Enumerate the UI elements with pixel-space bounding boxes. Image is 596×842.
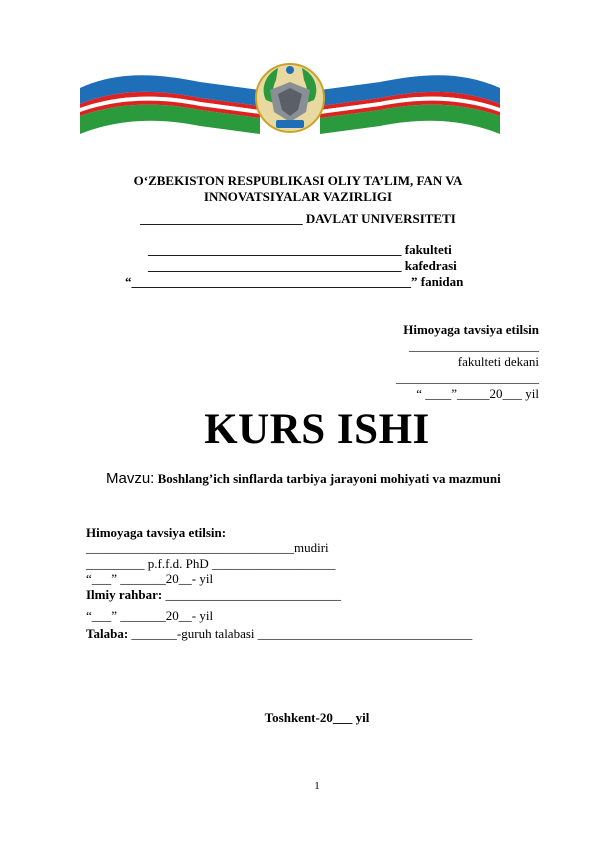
date-line-2: “___” _______20__- yil bbox=[86, 608, 214, 623]
topic-label: Mavzu: bbox=[106, 470, 155, 487]
head-of-department-line: ________________________________mudiri bbox=[86, 540, 329, 555]
document-title: KURS ISHI bbox=[204, 406, 430, 453]
approval-signature-line: ____________________ bbox=[409, 338, 539, 353]
ministry-title-line2: INNOVATSIYALAR VAZIRLIGI bbox=[203, 189, 393, 204]
date-line-1: “___” _______20__- yil bbox=[86, 571, 214, 586]
page-number: 1 bbox=[314, 780, 320, 792]
defense-label: Himoyaga tavsiya etilsin: bbox=[86, 525, 227, 540]
topic-line bbox=[106, 470, 501, 487]
supervisor-line bbox=[86, 587, 341, 603]
student-label: Talaba: bbox=[86, 626, 129, 641]
right-flag-icon bbox=[320, 75, 500, 134]
phd-line: _________ p.f.f.d. PhD ___________________ bbox=[86, 556, 336, 571]
university-line: _________________________ DAVLAT UNIVERSITETI bbox=[140, 211, 456, 226]
coat-of-arms-icon bbox=[256, 64, 324, 132]
dean-label: fakulteti dekani bbox=[457, 354, 539, 369]
state-emblem-banner bbox=[80, 60, 500, 138]
place-year: Toshkent-20___ yil bbox=[264, 710, 370, 725]
approval-signature-line-2: ______________________ bbox=[396, 370, 539, 385]
student-blank: _______-guruh talabasi _________________________________ bbox=[128, 626, 473, 641]
topic-text: Boshlang’ich sinflarda tarbiya jarayoni mohiyati va mazmuni bbox=[157, 471, 501, 486]
approval-title: Himoyaga tavsiya etilsin bbox=[403, 322, 539, 337]
approval-date: “ ____”_____20___ yil bbox=[416, 386, 539, 401]
department-line: _______________________________________ kafedrasi bbox=[148, 258, 457, 273]
student-line bbox=[86, 626, 472, 642]
faculty-line: _______________________________________ fakulteti bbox=[148, 242, 452, 257]
supervisor-blank: ___________________________ bbox=[162, 587, 341, 602]
left-flag-icon bbox=[80, 75, 260, 134]
ministry-title-line1: O‘ZBEKISTON RESPUBLIKASI OLIY TA’LIM, FAN VA bbox=[133, 173, 463, 188]
subject-line: “___________________________________________” fanidan bbox=[125, 274, 464, 289]
supervisor-label: Ilmiy rahbar: bbox=[86, 587, 163, 602]
